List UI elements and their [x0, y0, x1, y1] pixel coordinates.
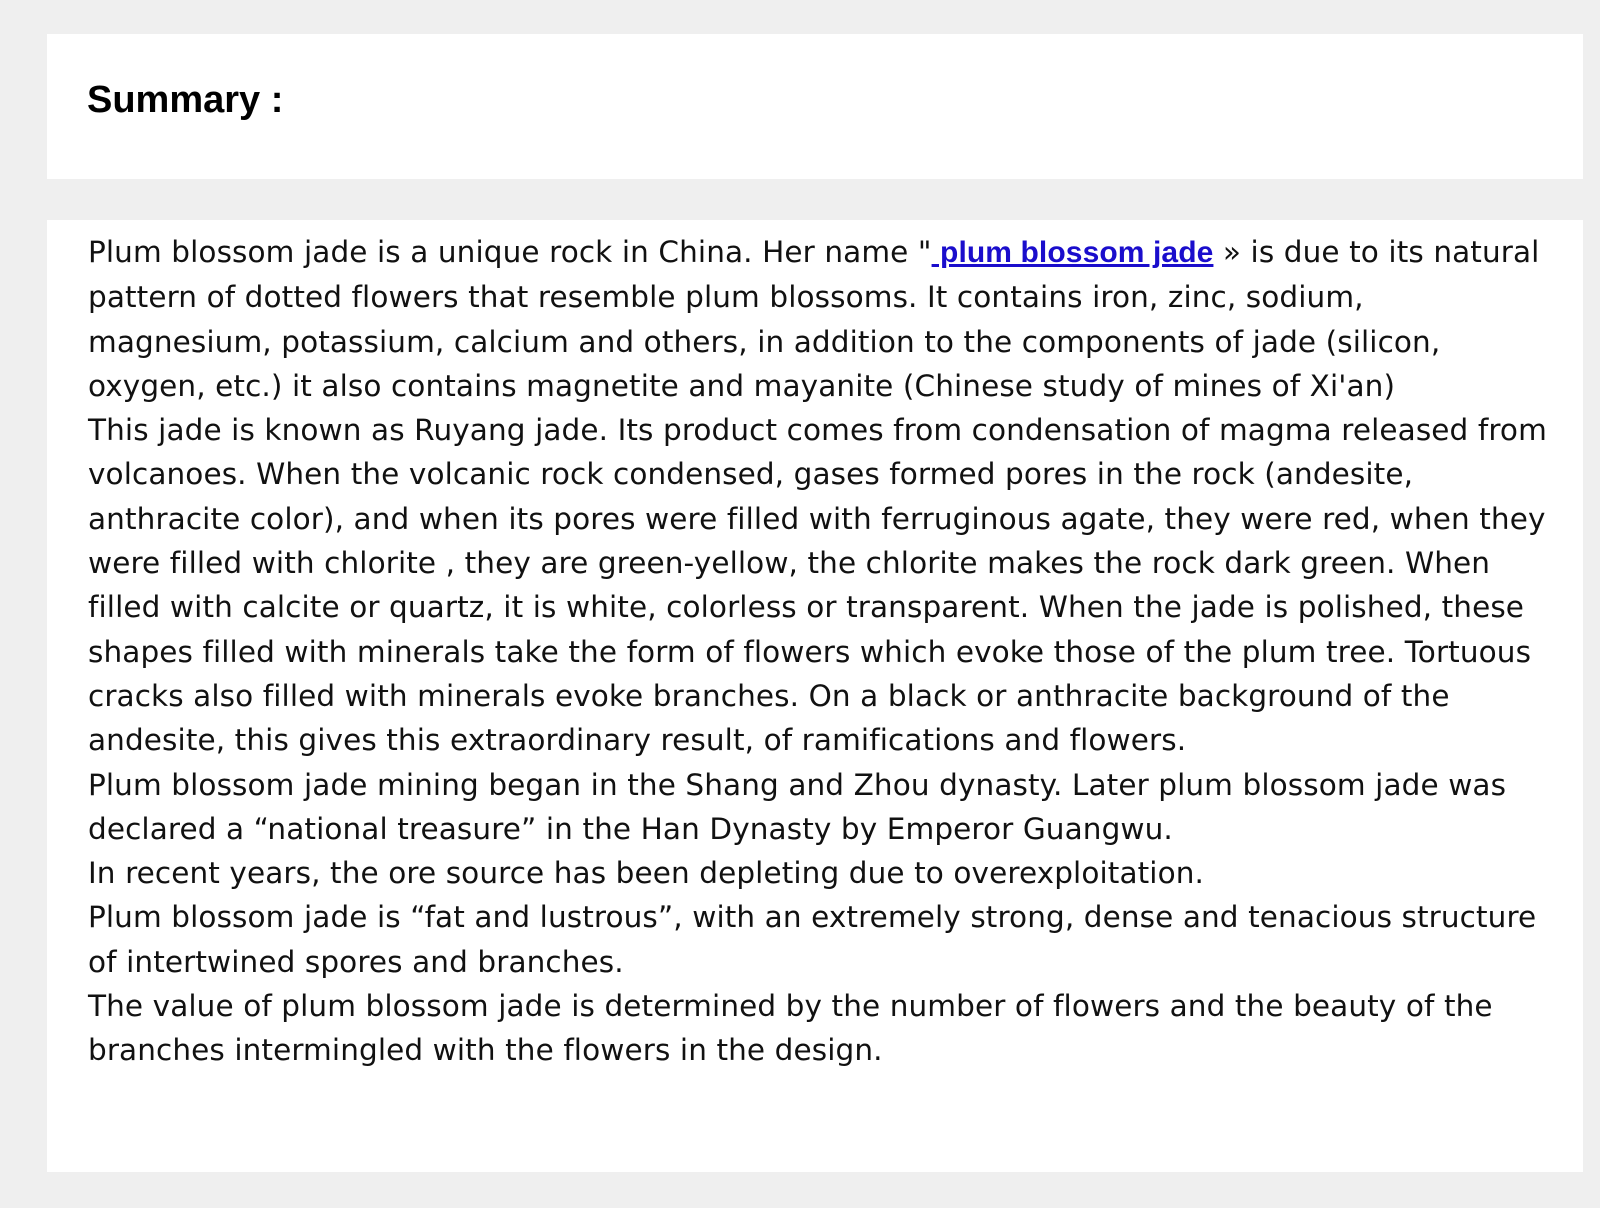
summary-title: Summary :	[87, 79, 284, 121]
plum-blossom-jade-link[interactable]: plum blossom jade	[931, 236, 1214, 269]
paragraph-structure: Plum blossom jade is “fat and lustrous”, with an extremely strong, dense and tenacious structure of intertwined spores and branches.	[88, 900, 1537, 979]
paragraph-ruyang-jade: This jade is known as Ruyang jade. Its product comes from condensation of magma released from volcanoes. When the volcanic rock condensed, gases formed pores in the rock (andesite, anthracite color), and when its pores were filled with ferruginous agate, they were red, when they were filled with chlorite , they are green-yellow, the chlorite makes the rock dark green. When filled with calcite or quartz, it is white, colorless or transparent. When the jade is polished, these shapes filled with minerals take the form of flowers which evoke those of the plum tree. Tortuous cracks also filled with minerals evoke branches. On a black or anthracite background of the andesite, this gives this extraordinary result, of ramifications and flowers.	[88, 413, 1547, 758]
paragraph-ore-depletion: In recent years, the ore source has been depleting due to overexploitation.	[88, 856, 1205, 891]
intro-text-before-link: Plum blossom jade is a unique rock in China. Her name "	[88, 235, 932, 269]
paragraph-value: The value of plum blossom jade is determined by the number of flowers and the beauty of the branches intermingled with the flowers in the design.	[88, 989, 1493, 1068]
paragraph-mining-history: Plum blossom jade mining began in the Shang and Zhou dynasty. Later plum blossom jade was declared a “national treasure” in the Han Dynasty by Emperor Guangwu.	[88, 767, 1507, 846]
intro-text-after-link: » is due to its natural pattern of dotted flowers that resemble plum blossoms. It contains iron, zinc, sodium, magnesium, potassium, calcium and others, in addition to the components of jade (silicon, oxygen, etc.) it also contains magnetite and mayanite (Chinese study of mines of Xi'an)	[88, 235, 1540, 403]
summary-content-card	[47, 220, 1583, 1172]
paragraph-intro	[88, 230, 1553, 408]
summary-header-card	[47, 34, 1583, 179]
